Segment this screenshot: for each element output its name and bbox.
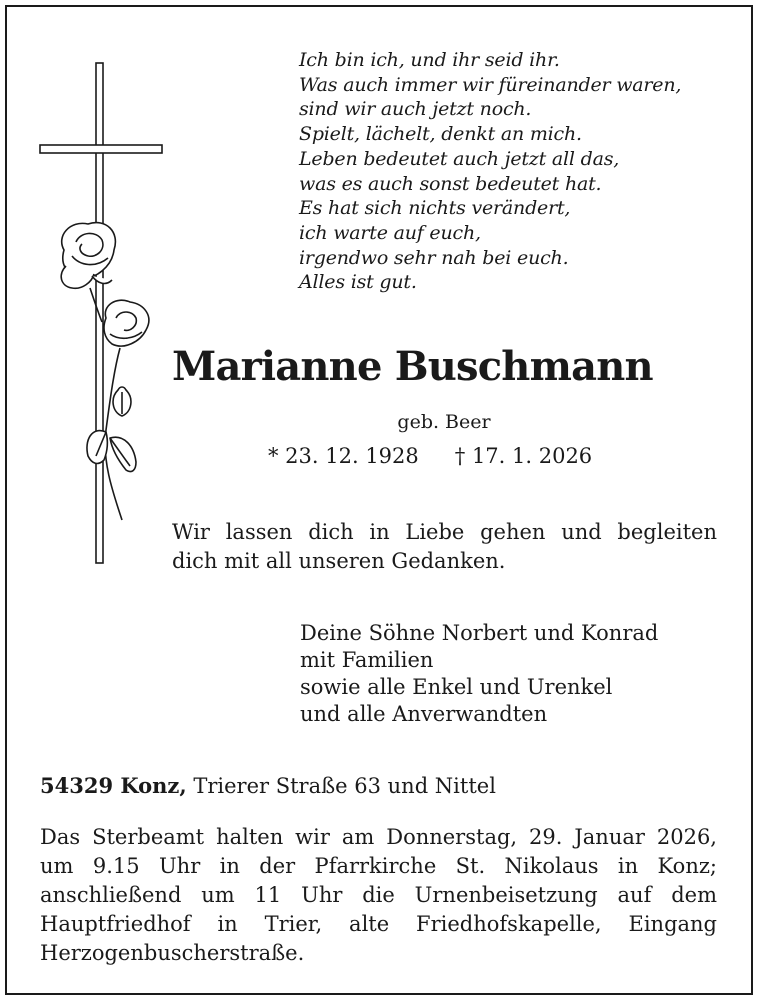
cross-with-roses-illustration <box>36 60 166 570</box>
mourners-line: sowie alle Enkel und Urenkel <box>300 675 613 699</box>
death-date: † 17. 1. 2026 <box>454 444 593 468</box>
mourners-line: Deine Söhne Norbert und Konrad <box>300 621 659 645</box>
poem-line: was es auch sonst bedeutet hat. <box>299 172 602 195</box>
notice-line: Das Sterbeamt halten wir am Donnerstag, 29. Januar 2026, <box>40 825 717 849</box>
birth-date: * 23. 12. 1928 <box>268 444 419 468</box>
birth-name: geb. Beer <box>397 411 491 433</box>
cross-horizontal-beam <box>40 145 162 153</box>
poem-line: Alles ist gut. <box>299 271 417 294</box>
address-place: 54329 Konz, <box>40 773 187 798</box>
poem-line: Was auch immer wir füreinander waren, <box>299 73 682 96</box>
funeral-notice <box>40 823 717 968</box>
farewell-line: Wir lassen dich in Liebe gehen und begleiten <box>172 520 717 544</box>
poem-line: Spielt, lächelt, denkt an mich. <box>299 123 582 146</box>
rose-leaves-icon <box>87 431 136 472</box>
notice-line: Herzogenbuscherstraße. <box>40 941 305 965</box>
mourners-line: und alle Anverwandten <box>300 702 548 726</box>
farewell-text <box>172 518 717 576</box>
rose-upper-icon <box>61 223 115 289</box>
poem-line: Leben bedeutet auch jetzt all das, <box>299 147 620 170</box>
mourners-line: mit Familien <box>300 648 434 672</box>
family-address <box>40 773 496 798</box>
address-street: Trierer Straße 63 und Nittel <box>193 774 496 798</box>
life-dates <box>268 444 592 468</box>
notice-line: anschließend um 11 Uhr die Urnenbeisetzung auf dem <box>40 883 717 907</box>
poem-line: Es hat sich nichts verändert, <box>299 197 571 220</box>
poem <box>299 48 681 295</box>
farewell-line: dich mit all unseren Gedanken. <box>172 549 506 573</box>
poem-line: Ich bin ich, und ihr seid ihr. <box>299 49 560 71</box>
notice-line: um 9.15 Uhr in der Pfarrkirche St. Nikolaus in Konz; <box>40 854 717 878</box>
poem-line: ich warte auf euch, <box>299 221 481 244</box>
poem-line: sind wir auch jetzt noch. <box>299 98 532 121</box>
notice-line: Hauptfriedhof in Trier, alte Friedhofskapelle, Eingang <box>40 912 717 936</box>
rose-lower-icon <box>104 300 149 346</box>
poem-line: irgendwo sehr nah bei euch. <box>299 246 569 269</box>
cross-vertical-beam <box>96 63 103 563</box>
deceased-name: Marianne Buschmann <box>172 343 653 390</box>
mourners-list <box>300 620 658 728</box>
